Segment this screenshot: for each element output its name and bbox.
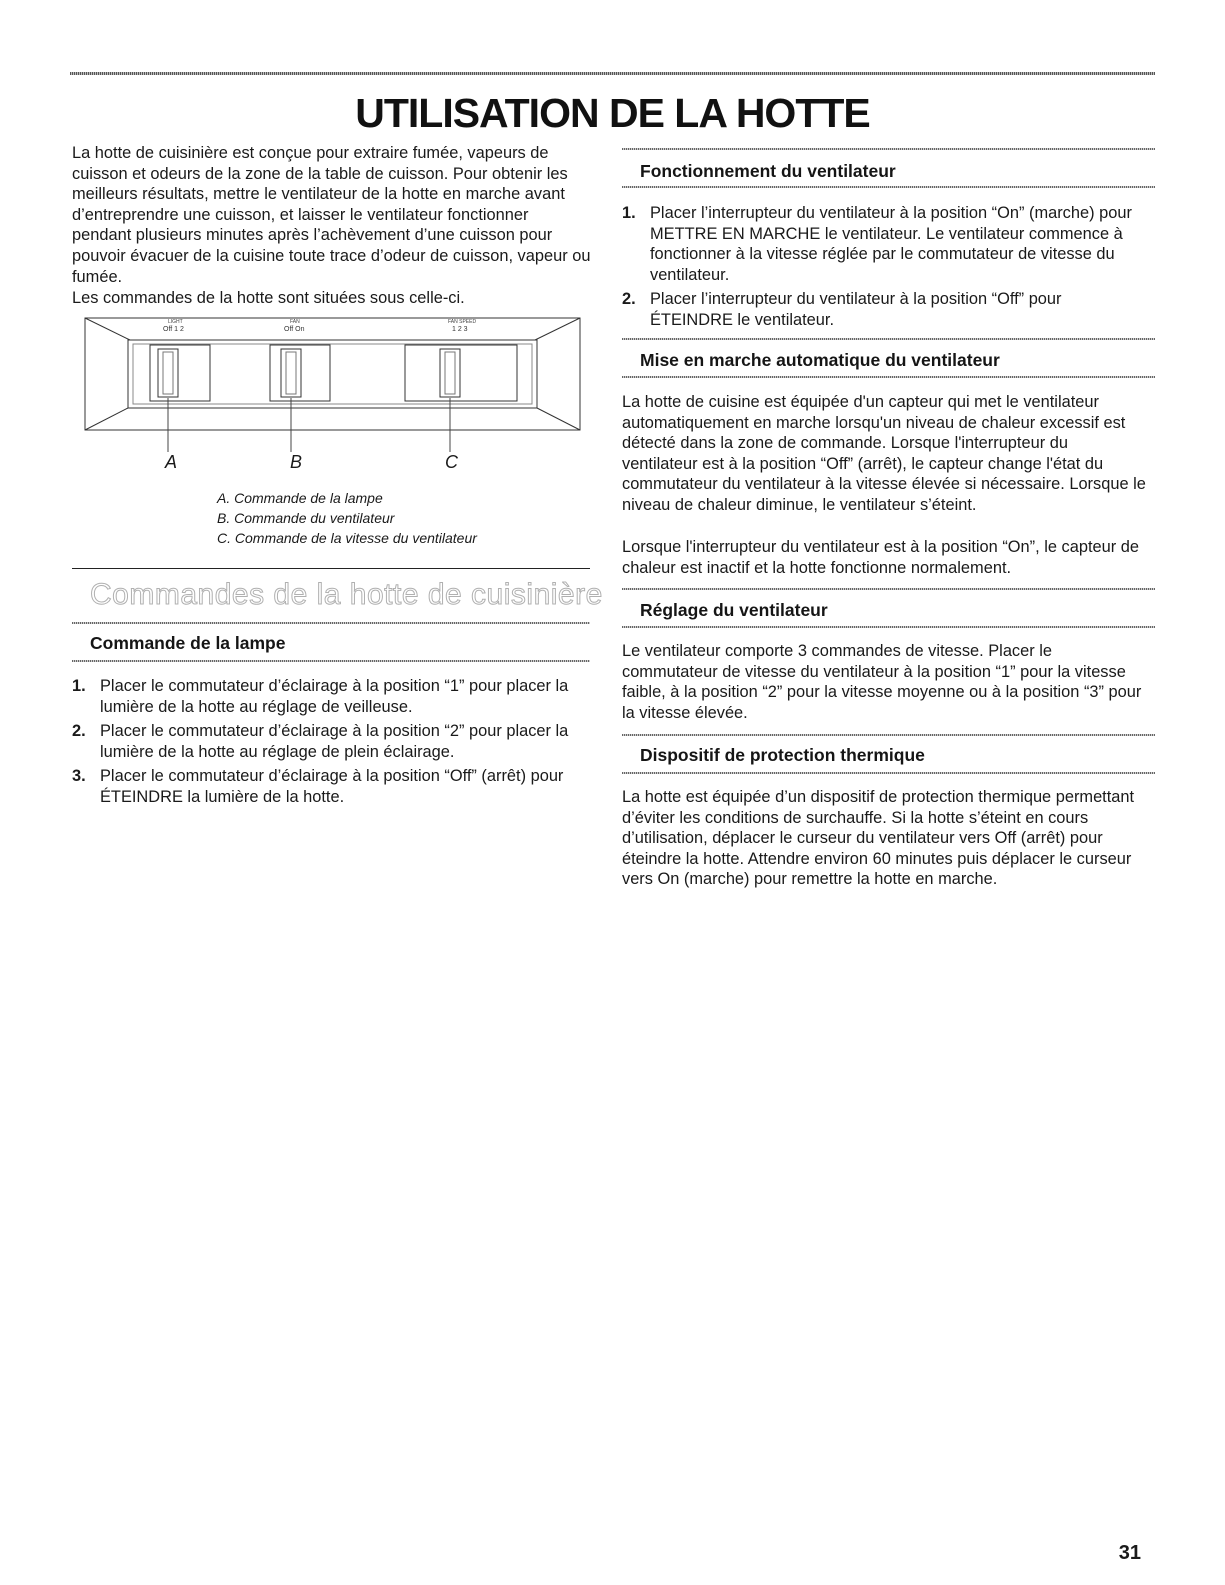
fan-heading-rule-top	[622, 148, 1155, 150]
page-title: UTILISATION DE LA HOTTE	[355, 90, 870, 136]
panel-label-fan-speed: FAN SPEED	[448, 319, 477, 325]
fan-heading-rule-bottom	[622, 186, 1155, 188]
auto-heading-rule-bottom	[622, 376, 1155, 378]
fan-heading: Fonctionnement du ventilateur	[640, 161, 896, 181]
lamp-steps	[72, 676, 572, 812]
list-item: 1. Placer le commutateur d’éclairage à la position “1” pour placer la lumière de la hotte au réglage de veilleuse.	[72, 677, 569, 716]
fan-speed-slider	[405, 345, 517, 401]
panel-pos-fan-speed: 1 2 3	[452, 326, 468, 333]
panel-pos-fan: Off On	[284, 326, 305, 333]
lamp-heading-rule-top	[72, 622, 590, 624]
lamp-slider	[150, 345, 210, 401]
fan-switch	[270, 345, 330, 401]
auto-paragraph-1: La hotte de cuisine est équipée d'un capteur qui met le ventilateur automatiquement en marche lorsqu'un niveau de chaleur excessif est détecté dans la zone de commande. Lorsque l'interrupteur du ventilateur est à la position “Off” (arrêt), le capteur change l'état du commutateur du ventilateur à la vitesse élevée si nécessaire. Lorsque le niveau de chaleur diminue, le ventilateur s’éteint.	[622, 393, 1146, 514]
intro-paragraph: La hotte de cuisinière est conçue pour extraire fumée, vapeurs de cuisson et odeurs de la zone de la table de cuisson. Pour obtenir les meilleurs résultats, mettre le ventilateur de la hotte en marche avant d’entreprendre une cuisson, et laisser le ventilateur fonctionner pendant plusieurs minutes après l’achèvement d’une cuisson pour pouvoir évacuer de la cuisine toute trace d’odeur de cuisson, vapeur ou fumée.	[72, 144, 591, 286]
speed-heading: Réglage du ventilateur	[640, 600, 828, 620]
controls-location-text: Les commandes de la hotte sont situées sous celle-ci.	[72, 289, 465, 307]
panel-pos-light: Off 1 2	[163, 326, 184, 333]
caption-c: C. Commande de la vitesse du ventilateur	[217, 530, 477, 546]
auto-heading: Mise en marche automatique du ventilateur	[640, 350, 1000, 370]
lamp-heading: Commande de la lampe	[90, 633, 286, 653]
section-title: Commandes de la hotte de cuisinière	[90, 578, 603, 611]
list-item: 2. Placer l’interrupteur du ventilateur à la position “Off” pour ÉTEINDRE le ventilateur.	[622, 290, 1062, 329]
list-item: 2. Placer le commutateur d’éclairage à la position “2” pour placer la lumière de la hotte au réglage de plein éclairage.	[72, 722, 569, 761]
speed-heading-rule-bottom	[622, 626, 1155, 628]
figure-letter-b: B	[290, 452, 303, 472]
panel-label-fan: FAN	[290, 319, 300, 325]
auto-paragraph-2: Lorsque l'interrupteur du ventilateur est à la position “On”, le capteur de chaleur est inactif et la hotte fonctionne normalement.	[622, 538, 1139, 577]
figure-letter-a: A	[165, 452, 178, 472]
top-rule	[70, 72, 1155, 75]
list-item: 3. Placer le commutateur d’éclairage à la position “Off” (arrêt) pour ÉTEINDRE la lumière de la hotte.	[72, 767, 564, 806]
figure-letter-c: C	[445, 452, 458, 472]
panel-label-light: LIGHT	[168, 319, 183, 325]
thermal-heading-rule-bottom	[622, 772, 1155, 774]
thermal-paragraph: La hotte est équipée d’un dispositif de protection thermique permettant d’éviter les conditions de surchauffe. Si la hotte s’éteint en cours d’utilisation, déplacer le curseur du ventilateur vers Off (arrêt) pour éteindre la hotte. Attendre environ 60 minutes puis déplacer le curseur vers On (marche) pour remettre la hotte en marche.	[622, 788, 1135, 889]
fan-steps	[622, 203, 1142, 335]
section-divider	[72, 568, 590, 569]
thermal-heading-rule-top	[622, 734, 1155, 736]
lamp-heading-rule-bottom	[72, 660, 590, 662]
page-number: 31	[1118, 1542, 1141, 1564]
caption-b: B. Commande du ventilateur	[217, 510, 395, 526]
speed-paragraph: Le ventilateur comporte 3 commandes de vitesse. Placer le commutateur de vitesse du ventilateur à la position “1” pour la vitesse faible, à la position “2” pour la vitesse moyenne ou à la position “3” pour la vitesse élevée.	[622, 642, 1142, 722]
speed-heading-rule-top	[622, 588, 1155, 590]
thermal-heading: Dispositif de protection thermique	[640, 745, 925, 765]
auto-heading-rule-top	[622, 338, 1155, 340]
list-item: 1. Placer l’interrupteur du ventilateur à la position “On” (marche) pour METTRE EN MARCHE le ventilateur. Le ventilateur commence à fonctionner à la vitesse réglée par le commutateur de vitesse du ventilateur.	[622, 204, 1132, 284]
caption-a: A. Commande de la lampe	[217, 490, 383, 506]
